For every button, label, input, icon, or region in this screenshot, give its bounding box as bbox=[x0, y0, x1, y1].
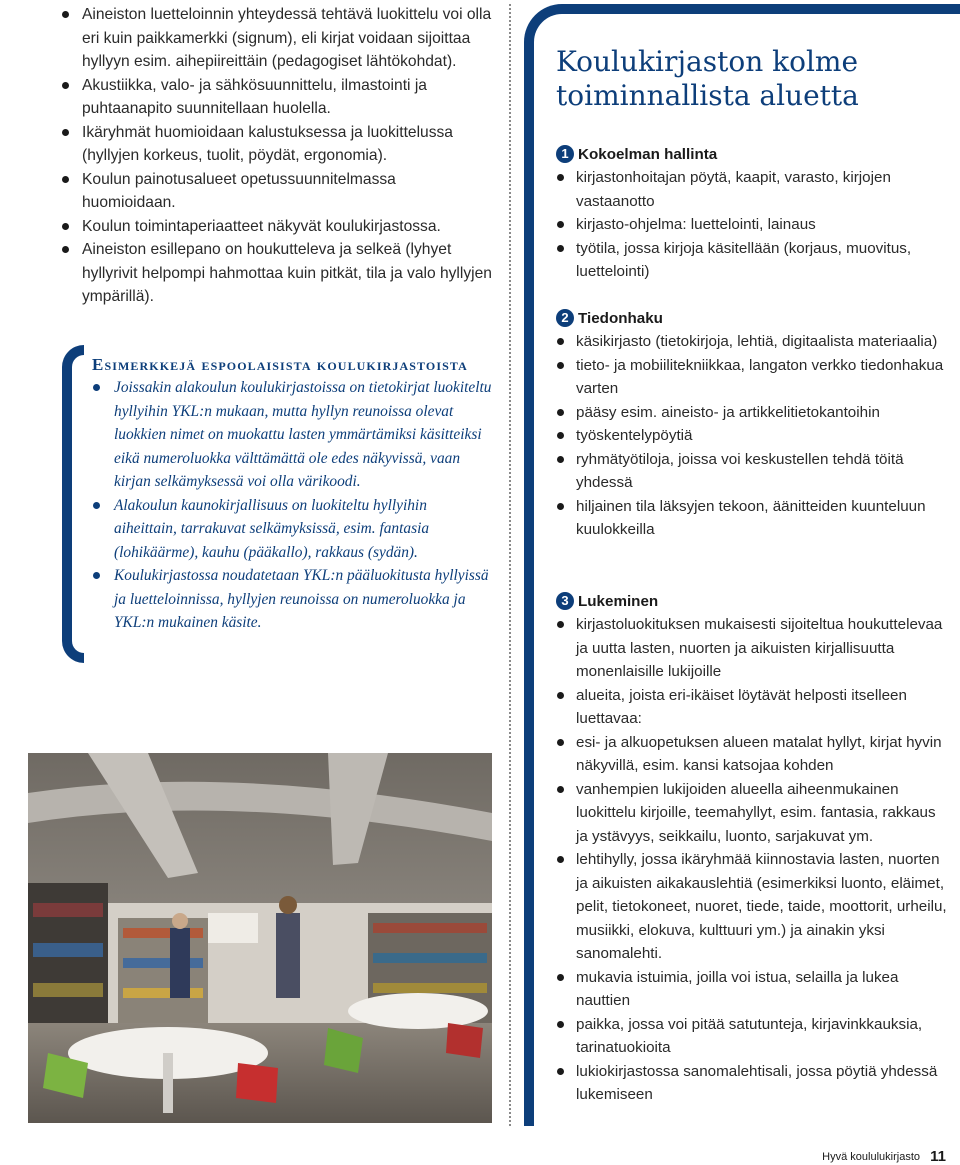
section-number-badge: 1 bbox=[556, 145, 574, 163]
list-item: lehtihylly, jossa ikäryhmää kiinnostavia lasten, nuorten ja aikuisten aikakauslehtiä (esimerkiksi luonto, eläimet, pelit, tietokoneet, nuoret, tiede, taide, moottorit, urheilu, musiikki, elokuva, kulttuuri ym.) ja ainakin yksi sanomalehti. bbox=[556, 848, 951, 966]
list-item: esi- ja alkuopetuksen alueen matalat hyllyt, kirjat hyvin näkyvillä, esim. kansi katsojaa kohden bbox=[556, 731, 951, 778]
list-item: työtila, jossa kirjoja käsitellään (korjaus, muovitus, luettelointi) bbox=[556, 237, 951, 284]
section-heading: Kokoelman hallinta bbox=[578, 145, 718, 163]
list-item: kirjastoluokituksen mukaisesti sijoiteltua houkuttelevaa ja uutta lasten, nuorten ja aikuisten kirjallisuutta monenlaisille lukijoille bbox=[556, 613, 951, 684]
example-item: Joissakin alakoulun koulukirjastoissa on tietokirjat luokiteltu hyllyihin YKL:n mukaan, mutta hyllyn reunoissa olevat luokkien nimet on muokattu lasten ymmärtämiksi käsitteiksi eikä numeroluokka välttämättä ole edes näkyvissä, vaan kirjan selkämyksessä voi olla värikoodi. bbox=[92, 376, 492, 494]
section-list bbox=[556, 330, 951, 542]
page-number: 11 bbox=[930, 1148, 946, 1165]
list-item: Akustiikka, valo- ja sähkösuunnittelu, ilmastointi ja puhtaanapito suunnitellaan huolella. bbox=[60, 74, 492, 121]
section-heading: Tiedonhaku bbox=[578, 309, 663, 327]
footer-publication-name: Hyvä koululukirjasto bbox=[822, 1151, 920, 1163]
library-photo-image bbox=[28, 753, 492, 1123]
list-item: alueita, joista eri-ikäiset löytävät helposti itselleen luettavaa: bbox=[556, 684, 951, 731]
library-photo bbox=[28, 753, 492, 1123]
list-item: Ikäryhmät huomioidaan kalustuksessa ja luokittelussa (hyllyjen korkeus, tuolit, pöydät, ergonomia). bbox=[60, 121, 492, 168]
section-heading-row bbox=[556, 589, 951, 613]
section-heading-row bbox=[556, 306, 951, 330]
list-item: ryhmätyötiloja, joissa voi keskustellen tehdä töitä yhdessä bbox=[556, 448, 951, 495]
example-bracket bbox=[62, 345, 84, 663]
list-item: paikka, jossa voi pitää satutunteja, kirjavinkkauksia, tarinatuokioita bbox=[556, 1013, 951, 1060]
list-item: kirjasto-ohjelma: luettelointi, lainaus bbox=[556, 213, 951, 237]
section-reading bbox=[556, 589, 951, 1107]
list-item: Koulun painotusalueet opetussuunnitelmassa huomioidaan. bbox=[60, 168, 492, 215]
example-item: Alakoulun kaunokirjallisuus on luokiteltu hyllyihin aiheittain, tarrakuvat selkämyksissä, esim. fantasia (lohikäärme), kauhu (pääkallo), rakkaus (sydän). bbox=[92, 494, 492, 565]
section-list bbox=[556, 166, 951, 284]
example-item: Koulukirjastossa noudatetaan YKL:n pääluokitusta hyllyissä ja luetteloinnissa, hyllyjen reunoissa on numeroluokka ja YKL:n mukainen käsite. bbox=[92, 564, 492, 635]
list-item: Koulun toimintaperiaatteet näkyvät koulukirjastossa. bbox=[60, 215, 492, 239]
list-item: Aineiston luetteloinnin yhteydessä tehtävä luokittelu voi olla eri kuin paikkamerkki (signum), eli kirjat voidaan sijoittaa hyllyyn esim. aihepiireittäin (pedagogiset lähtökohdat). bbox=[60, 3, 492, 74]
panel-title: Koulukirjaston kolme toiminnallista aluetta bbox=[556, 45, 859, 112]
list-item: mukavia istuimia, joilla voi istua, selailla ja lukea nauttien bbox=[556, 966, 951, 1013]
section-collection-management bbox=[556, 142, 951, 284]
list-item: käsikirjasto (tietokirjoja, lehtiä, digitaalista materiaalia) bbox=[556, 330, 951, 354]
examples-list bbox=[92, 376, 492, 635]
section-heading: Lukeminen bbox=[578, 592, 659, 610]
list-item: lukiokirjastossa sanomalehtisali, jossa pöytiä yhdessä lukemiseen bbox=[556, 1060, 951, 1107]
section-information-retrieval bbox=[556, 306, 951, 542]
examples-title: Esimerkkejä espoolaisista koulukirjastoista bbox=[92, 355, 468, 374]
list-item: hiljainen tila läksyjen tekoon, äänitteiden kuunteluun kuulokkeilla bbox=[556, 495, 951, 542]
list-item: vanhempien lukijoiden alueella aiheenmukainen luokittelu kirjoille, teemahyllyt, esim. fantasia, rakkaus ja ystävyys, seikkailu, luonto, sarjakuvat ym. bbox=[556, 778, 951, 849]
left-bullet-list bbox=[60, 3, 492, 309]
column-divider bbox=[509, 4, 511, 1126]
section-number-badge: 2 bbox=[556, 309, 574, 327]
list-item: pääsy esim. aineisto- ja artikkelitietokantoihin bbox=[556, 401, 951, 425]
list-item: kirjastonhoitajan pöytä, kaapit, varasto, kirjojen vastaanotto bbox=[556, 166, 951, 213]
list-item: työskentelypöytiä bbox=[556, 424, 951, 448]
section-number-badge: 3 bbox=[556, 592, 574, 610]
list-item: tieto- ja mobiilitekniikkaa, langaton verkko tiedonhakua varten bbox=[556, 354, 951, 401]
section-heading-row bbox=[556, 142, 951, 166]
list-item: Aineiston esillepano on houkutteleva ja selkeä (lyhyet hyllyrivit helpompi hahmottaa kuin pitkät, tila ja valo hyllyjen ympärillä). bbox=[60, 238, 492, 309]
section-list bbox=[556, 613, 951, 1107]
